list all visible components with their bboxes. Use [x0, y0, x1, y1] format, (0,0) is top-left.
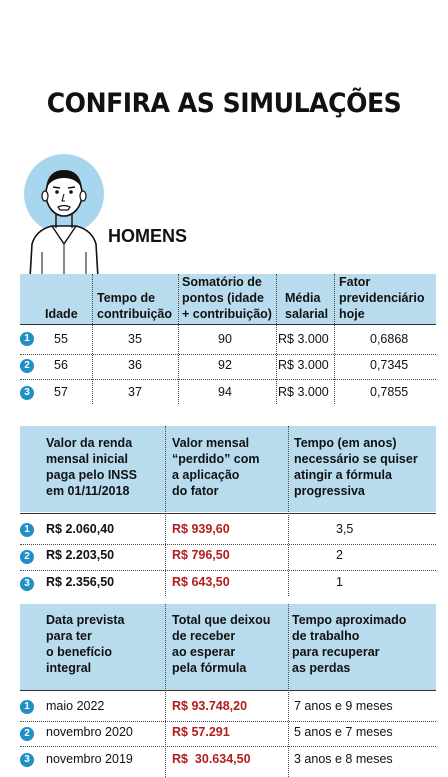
- cell-idade: 56: [54, 358, 68, 372]
- cell-tempo: 3 anos e 8 meses: [294, 752, 393, 766]
- row-number-badge: 1: [20, 523, 34, 537]
- table2-header-tempo: Tempo (em anos) necessário se quiser atingir a fórmula progressiva: [294, 436, 418, 498]
- cell-tempo: 35: [128, 332, 142, 346]
- cell-perdido: R$ 796,50: [172, 548, 230, 562]
- cell-data: maio 2022: [46, 699, 105, 713]
- table1-header-idade: Idade: [45, 307, 78, 321]
- table1-header-tempo: Tempo de contribuição: [97, 291, 173, 321]
- table3-header-data: Data prevista para ter o benefício integral: [46, 613, 125, 675]
- cell-tempo: 3,5: [336, 522, 354, 536]
- cell-renda: R$ 2.356,50: [46, 575, 115, 589]
- cell-pontos: 94: [218, 385, 232, 399]
- cell-tempo: 36: [128, 358, 142, 372]
- cell-total: R$ 93.748,20: [172, 699, 248, 713]
- cell-tempo: 1: [336, 575, 343, 589]
- cell-tempo: 37: [128, 385, 142, 399]
- table1-header-media: Média salarial: [285, 291, 329, 321]
- cell-tempo: 2: [336, 548, 343, 562]
- row-number-badge: 3: [20, 577, 34, 591]
- cell-renda: R$ 2.060,40: [46, 522, 115, 536]
- cell-renda: R$ 2.203,50: [46, 548, 115, 562]
- table3-header-tempo: Tempo aproximado de trabalho para recuperar as perdas: [292, 613, 407, 675]
- table1-header-fator: Fator previdenciário hoje: [339, 275, 425, 321]
- table1-header-pontos: Somatório de pontos (idade + contribuição): [182, 275, 272, 321]
- section-heading: HOMENS: [108, 226, 188, 246]
- table3-header-total: Total que deixou de receber ao esperar pela fórmula: [172, 613, 271, 675]
- table2-header-perdido: Valor mensal “perdido” com a aplicação do fator: [172, 436, 260, 498]
- row-number-badge: 2: [20, 550, 34, 564]
- cell-data: novembro 2019: [46, 752, 133, 766]
- cell-media: R$ 3.000: [278, 358, 329, 372]
- cell-idade: 55: [54, 332, 68, 346]
- cell-fator: 0,7855: [370, 385, 409, 399]
- cell-total: R$ 57.291: [172, 725, 230, 739]
- row-number-badge: 2: [20, 359, 34, 373]
- cell-tempo: 7 anos e 9 meses: [294, 699, 393, 713]
- cell-tempo: 5 anos e 7 meses: [294, 725, 393, 739]
- man-avatar-icon: [18, 152, 108, 278]
- cell-fator: 0,7345: [370, 358, 409, 372]
- row-number-badge: 2: [20, 727, 34, 741]
- row-number-badge: 3: [20, 386, 34, 400]
- cell-pontos: 90: [218, 332, 232, 346]
- cell-pontos: 92: [218, 358, 232, 372]
- cell-media: R$ 3.000: [278, 385, 329, 399]
- cell-idade: 57: [54, 385, 68, 399]
- row-number-badge: 1: [20, 332, 34, 346]
- cell-data: novembro 2020: [46, 725, 133, 739]
- page-title: CONFIRA AS SIMULAÇÕES: [46, 88, 402, 119]
- cell-perdido: R$ 939,60: [172, 522, 230, 536]
- cell-media: R$ 3.000: [278, 332, 329, 346]
- cell-perdido: R$ 643,50: [172, 575, 230, 589]
- row-number-badge: 3: [20, 753, 34, 767]
- row-number-badge: 1: [20, 700, 34, 714]
- cell-fator: 0,6868: [370, 332, 409, 346]
- cell-total: R$ 30.634,50: [172, 752, 251, 766]
- table2-header-renda: Valor da renda mensal inicial paga pelo INSS em 01/11/2018: [46, 436, 137, 498]
